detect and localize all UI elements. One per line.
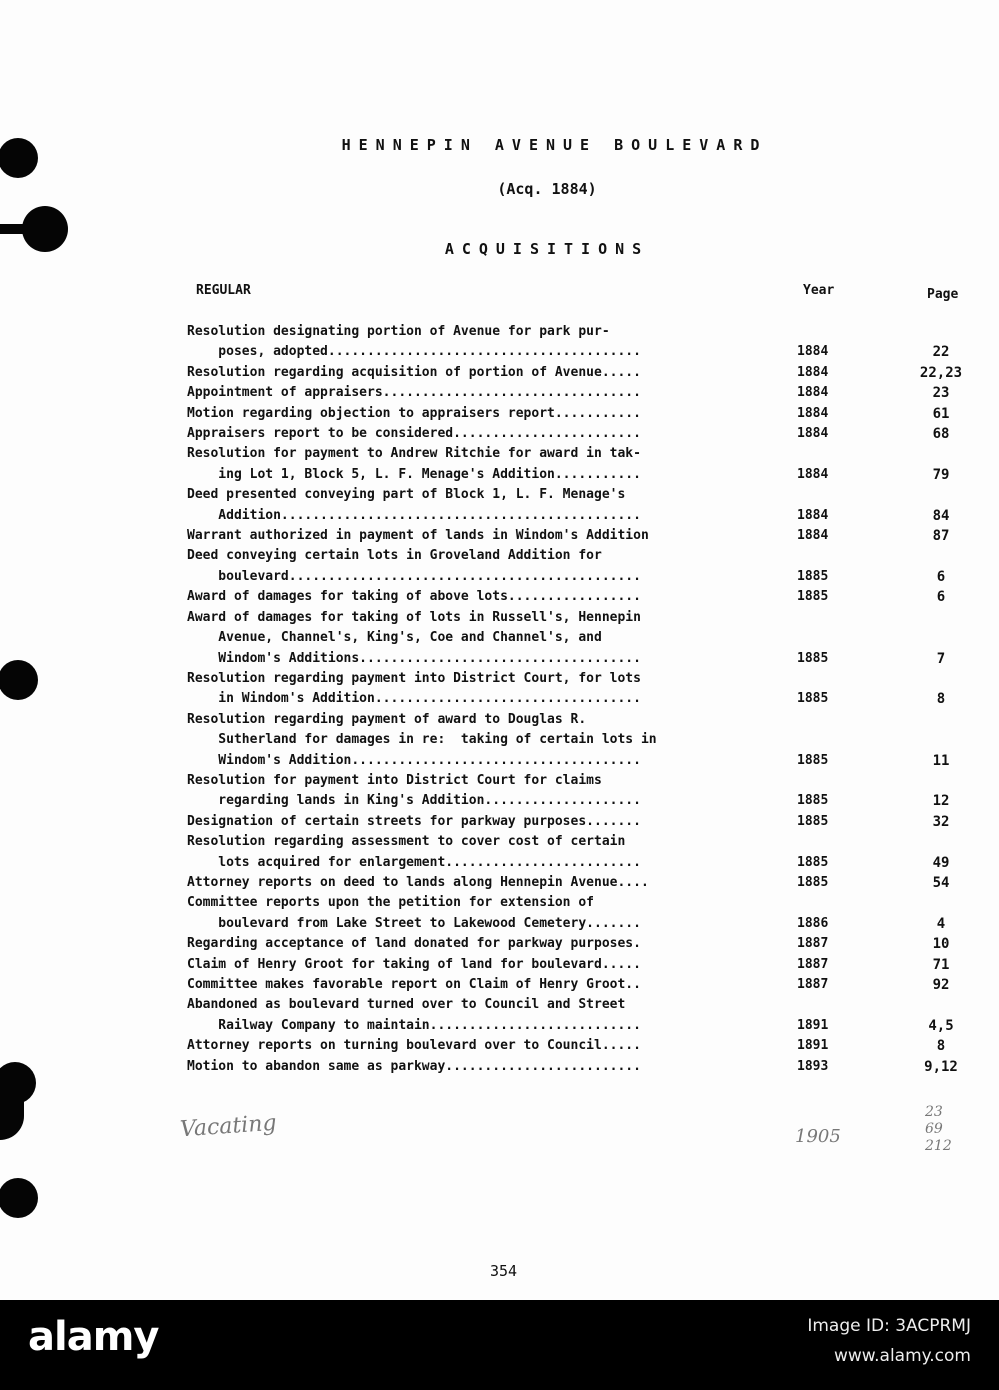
entry-text: lots acquired for enlargement......................... bbox=[187, 854, 641, 870]
entry-row bbox=[187, 873, 977, 893]
entry-year: 1885 bbox=[797, 589, 829, 605]
section-heading: ACQUISITIONS bbox=[444, 240, 650, 258]
entry-year: 1887 bbox=[797, 977, 829, 992]
entry-year: 1893 bbox=[797, 1058, 829, 1074]
entry-page: 10 bbox=[932, 936, 950, 953]
entry-text: Motion regarding objection to appraisers report........... bbox=[187, 405, 641, 421]
entry-row bbox=[187, 812, 977, 832]
entry-text: Resolution designating portion of Avenue for park pur- bbox=[187, 324, 610, 339]
binder-clip bbox=[0, 1080, 24, 1140]
entry-year: 1885 bbox=[797, 650, 829, 666]
entry-row bbox=[187, 975, 977, 995]
entry-page: 8 bbox=[936, 691, 946, 708]
entry-text: Resolution regarding payment into District Court, for lots bbox=[187, 670, 641, 686]
entry-year: 1885 bbox=[797, 568, 829, 584]
entry-page: 71 bbox=[932, 956, 950, 973]
entry-list bbox=[187, 322, 977, 1077]
entry-text: Resolution for payment into District Court for claims bbox=[187, 772, 602, 788]
handwritten-pages bbox=[925, 1104, 952, 1155]
entry-row bbox=[187, 363, 977, 383]
handwritten-note: Vacating bbox=[179, 1110, 278, 1143]
entry-year: 1887 bbox=[797, 956, 829, 972]
entry-page: 11 bbox=[932, 752, 950, 769]
watermark-url: www.alamy.com bbox=[833, 1346, 971, 1366]
entry-row bbox=[187, 404, 977, 424]
entry-text: Appointment of appraisers................................. bbox=[187, 385, 641, 401]
entry-page: 92 bbox=[932, 977, 950, 993]
entry-year: 1885 bbox=[797, 691, 829, 707]
entry-year: 1885 bbox=[797, 874, 829, 890]
entry-year: 1884 bbox=[797, 507, 829, 523]
entry-row bbox=[187, 587, 977, 607]
entry-row bbox=[187, 485, 977, 526]
entry-year: 1885 bbox=[797, 752, 829, 768]
entry-row bbox=[187, 608, 977, 669]
entry-text: Abandoned as boulevard turned over to Council and Street bbox=[187, 997, 626, 1013]
entry-year: 1885 bbox=[797, 813, 829, 829]
entry-row bbox=[187, 995, 977, 1036]
entry-page: 49 bbox=[932, 854, 950, 871]
entry-page: 6 bbox=[936, 589, 946, 606]
entry-page: 79 bbox=[932, 466, 950, 483]
entry-page: 4 bbox=[936, 915, 946, 932]
image-id: Image ID: 3ACPRMJ bbox=[807, 1316, 971, 1336]
entry-text: Sutherland for damages in re: taking of certain lots in bbox=[187, 732, 657, 748]
watermark-logo: alamy bbox=[28, 1314, 159, 1360]
entry-text: Resolution regarding assessment to cover cost of certain bbox=[187, 834, 626, 850]
entry-row bbox=[187, 832, 977, 873]
column-header-page: Page bbox=[927, 287, 959, 302]
entry-text: Committee makes favorable report on Claim of Henry Groot.. bbox=[187, 977, 641, 992]
entry-year: 1884 bbox=[797, 528, 829, 544]
entry-text: Award of damages for taking of above lots................. bbox=[187, 589, 641, 605]
entry-year: 1884 bbox=[797, 426, 829, 442]
entry-year: 1886 bbox=[797, 915, 829, 931]
document-title: HENNEPIN AVENUE BOULEVARD bbox=[341, 136, 768, 154]
handwritten-year: 1905 bbox=[795, 1126, 841, 1147]
column-header-year: Year bbox=[803, 283, 835, 298]
entry-page: 23 bbox=[932, 385, 950, 402]
entry-text: Award of damages for taking of lots in Russell's, Hennepin bbox=[187, 609, 641, 625]
entry-row bbox=[187, 1057, 977, 1077]
entry-text: Railway Company to maintain........................... bbox=[187, 1017, 641, 1033]
entry-year: 1887 bbox=[797, 936, 829, 952]
entry-text: Appraisers report to be considered........................ bbox=[187, 426, 641, 442]
entry-text: poses, adopted........................................ bbox=[187, 344, 641, 360]
entry-page: 54 bbox=[932, 874, 950, 891]
entry-year: 1884 bbox=[797, 344, 829, 360]
entry-row bbox=[187, 444, 977, 485]
entry-text: Deed presented conveying part of Block 1, L. F. Menage's bbox=[187, 487, 626, 503]
handwritten-page: 23 bbox=[925, 1104, 943, 1120]
entry-text: Deed conveying certain lots in Groveland Addition for bbox=[187, 548, 602, 564]
entry-page: 84 bbox=[932, 507, 950, 524]
entry-text: Claim of Henry Groot for taking of land for boulevard..... bbox=[187, 956, 641, 972]
entry-page: 22 bbox=[932, 344, 950, 361]
entry-text: Windom's Additions.................................... bbox=[187, 650, 641, 666]
entry-page: 6 bbox=[936, 568, 946, 585]
entry-page: 22,23 bbox=[919, 364, 963, 381]
entry-text: Resolution regarding payment of award to Douglas R. bbox=[187, 711, 587, 727]
handwritten-page: 212 bbox=[925, 1138, 952, 1154]
entry-row bbox=[187, 771, 977, 812]
entry-text: Windom's Addition..................................... bbox=[187, 752, 641, 768]
entry-text: Resolution regarding acquisition of portion of Avenue..... bbox=[187, 364, 641, 380]
entry-row bbox=[187, 322, 977, 363]
entry-text: Committee reports upon the petition for extension of bbox=[187, 895, 594, 911]
entry-text: regarding lands in King's Addition.................... bbox=[187, 793, 641, 809]
entry-year: 1884 bbox=[797, 466, 829, 482]
entry-page: 9,12 bbox=[924, 1058, 958, 1075]
entry-row bbox=[187, 526, 977, 546]
entry-text: in Windom's Addition.................................. bbox=[187, 691, 641, 707]
entry-text: boulevard............................................. bbox=[187, 568, 641, 584]
entry-page: 12 bbox=[932, 793, 950, 810]
entry-text: Motion to abandon same as parkway......................... bbox=[187, 1058, 641, 1074]
punch-hole bbox=[0, 1178, 38, 1218]
entry-year: 1891 bbox=[797, 1038, 829, 1054]
entry-row bbox=[187, 383, 977, 403]
document-subtitle: (Acq. 1884) bbox=[497, 180, 597, 198]
entry-row bbox=[187, 710, 977, 771]
entry-page: 7 bbox=[936, 650, 946, 667]
entry-year: 1884 bbox=[797, 405, 829, 421]
entry-row bbox=[187, 934, 977, 954]
handwritten-page: 69 bbox=[925, 1121, 943, 1137]
entry-row bbox=[187, 424, 977, 444]
entry-row bbox=[187, 955, 977, 975]
entry-row bbox=[187, 1036, 977, 1056]
entry-text: Avenue, Channel's, King's, Coe and Channel's, and bbox=[187, 630, 602, 646]
entry-page: 61 bbox=[932, 405, 950, 422]
entry-text: ing Lot 1, Block 5, L. F. Menage's Addition........... bbox=[187, 466, 641, 482]
entry-page: 87 bbox=[932, 528, 950, 545]
entry-page: 8 bbox=[936, 1038, 946, 1055]
entry-year: 1885 bbox=[797, 793, 829, 809]
entry-text: Regarding acceptance of land donated for parkway purposes. bbox=[187, 936, 641, 952]
entry-year: 1891 bbox=[797, 1017, 829, 1033]
entry-text: boulevard from Lake Street to Lakewood Cemetery....... bbox=[187, 915, 641, 931]
entry-year: 1884 bbox=[797, 385, 829, 401]
entry-text: Designation of certain streets for parkway purposes....... bbox=[187, 813, 641, 829]
entry-text: Attorney reports on deed to lands along Hennepin Avenue.... bbox=[187, 874, 649, 890]
entry-year: 1885 bbox=[797, 854, 829, 870]
page-number: 354 bbox=[489, 1262, 518, 1280]
entry-page: 4,5 bbox=[928, 1017, 954, 1034]
watermark-bar bbox=[0, 1300, 999, 1390]
entry-row bbox=[187, 893, 977, 934]
entry-year: 1884 bbox=[797, 364, 829, 380]
entry-text: Attorney reports on turning boulevard over to Council..... bbox=[187, 1038, 641, 1054]
entry-page: 68 bbox=[932, 426, 950, 443]
entry-text: Addition.............................................. bbox=[187, 507, 641, 523]
column-header-category: REGULAR bbox=[196, 283, 251, 298]
entry-row bbox=[187, 546, 977, 587]
entry-text: Warrant authorized in payment of lands in Windom's Addition bbox=[187, 528, 649, 544]
entry-page: 32 bbox=[932, 813, 950, 830]
entry-row bbox=[187, 669, 977, 710]
punch-hole bbox=[0, 660, 38, 700]
entry-text: Resolution for payment to Andrew Ritchie for award in tak- bbox=[187, 446, 641, 462]
binder-clip bbox=[0, 224, 28, 234]
